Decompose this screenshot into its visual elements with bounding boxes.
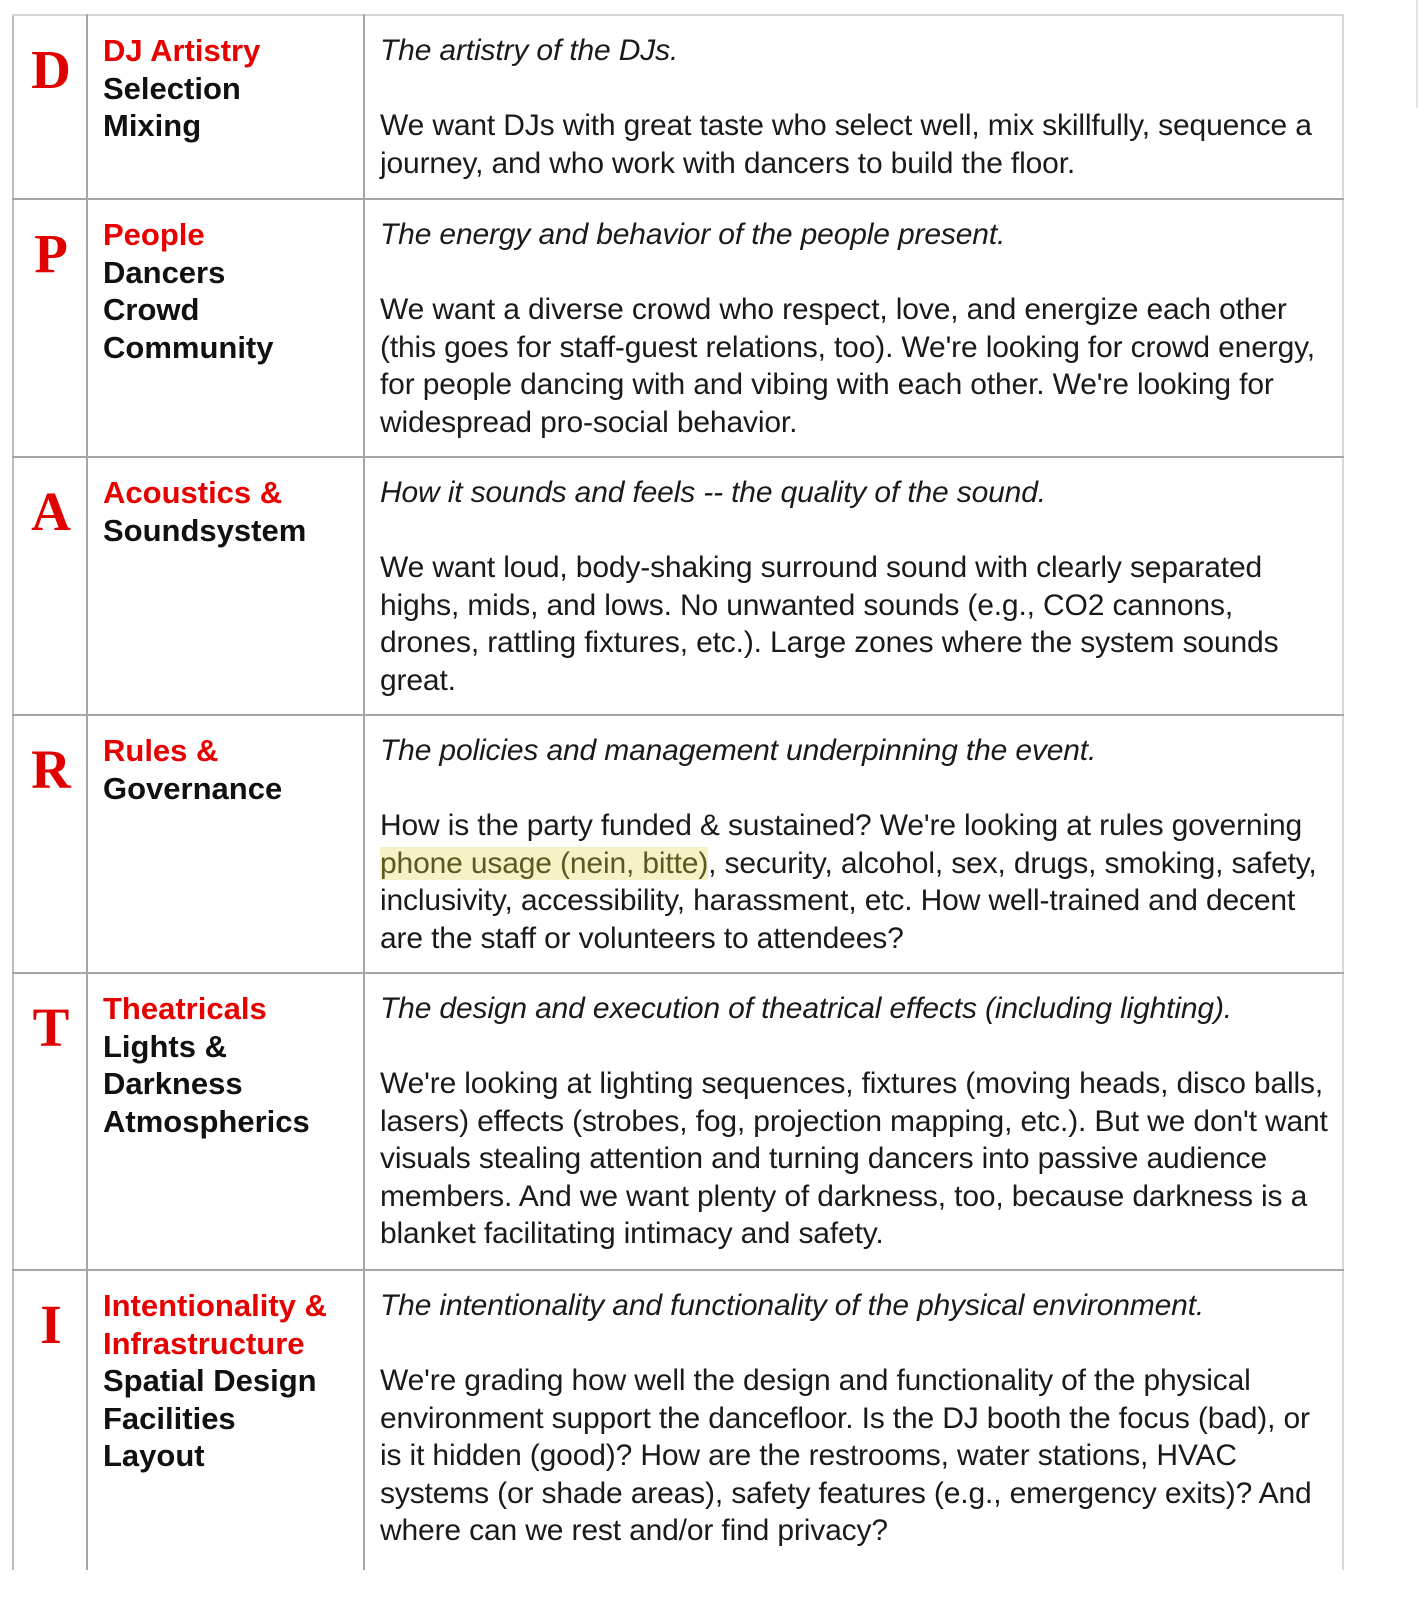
description-cell [364, 199, 1343, 457]
category-title: Intentionality & Infrastructure [103, 1288, 327, 1361]
category-sub: Layout [103, 1438, 205, 1473]
description-summary: The design and execution of theatrical effects (including lighting). [380, 992, 1232, 1025]
letter-cell [13, 199, 87, 457]
description-detail [380, 807, 1332, 957]
category-sub: Facilities [103, 1400, 236, 1436]
row-letter: T [32, 997, 70, 1058]
description-detail: We want a diverse crowd who respect, love, and energize each other (this goes for staff-guest relations, too). We're looking for crowd energy, for people dancing with and vibing with each other. We're looking for widespread pro-social behavior. [380, 293, 1315, 439]
rubric-row-d [13, 15, 1343, 199]
row-letter: R [31, 739, 71, 800]
detail-text: How is the party funded & sustained? We're looking at rules governing [380, 809, 1303, 842]
detail-text: , security, alcohol, sex, drugs, smoking, safety, inclusivity, accessibility, harassment, etc. How well-trained and decent are the staff or volunteers to attendees? [380, 846, 1317, 955]
category-sub: Darkness [103, 1066, 243, 1101]
row-letter: A [31, 481, 71, 542]
description-cell [364, 1270, 1343, 1570]
description-detail: We want loud, body-shaking surround sound with clearly separated highs, mids, and lows. No unwanted sounds (e.g., CO2 cannons, drones, rattling fixtures, etc.). Large zones where the system sounds great. [380, 551, 1279, 697]
page-edge [1416, 0, 1418, 108]
letter-cell [13, 973, 87, 1270]
letter-cell [13, 15, 87, 199]
description-summary: The artistry of the DJs. [380, 34, 679, 67]
row-letter: P [34, 223, 68, 284]
category-cell [87, 457, 364, 715]
category-cell [87, 15, 364, 199]
category-title: People [103, 217, 205, 252]
category-title: Acoustics & [103, 475, 283, 510]
description-detail: We're grading how well the design and functionality of the physical environment support the dancefloor. Is the DJ booth the focus (bad), or is it hidden (good)? How are the restrooms, water stations, HVAC systems (or shade areas), safety features (e.g., emergency exits)? And where can we rest and/or find privacy? [380, 1364, 1312, 1547]
rubric-table [12, 14, 1344, 1570]
category-sub: Governance [103, 770, 283, 806]
category-sub: Crowd [103, 292, 200, 327]
category-cell [87, 973, 364, 1270]
category-sub: Spatial Design [103, 1363, 317, 1398]
rubric-row-r [13, 715, 1343, 973]
row-letter: I [40, 1294, 62, 1355]
category-sub: Atmospherics [103, 1103, 310, 1139]
description-cell [364, 15, 1343, 199]
description-detail: We're looking at lighting sequences, fixtures (moving heads, disco balls, lasers) effects (strobes, fog, projection mapping, etc.). But we don't want visuals stealing attention and turning dancers into passive audience members. And we want plenty of darkness, too, because darkness is a blanket facilitating intimacy and safety. [380, 1067, 1328, 1250]
category-title: DJ Artistry [103, 33, 261, 68]
category-sub: Dancers [103, 254, 226, 290]
category-cell [87, 199, 364, 457]
category-cell [87, 715, 364, 973]
letter-cell [13, 715, 87, 973]
category-sub: Community [103, 329, 274, 365]
description-cell [364, 973, 1343, 1270]
description-detail: We want DJs with great taste who select well, mix skillfully, sequence a journey, and who work with dancers to build the floor. [380, 109, 1312, 180]
description-cell [364, 715, 1343, 973]
letter-cell [13, 457, 87, 715]
category-sub: Soundsystem [103, 512, 307, 548]
description-summary: The intentionality and functionality of the physical environment. [380, 1289, 1205, 1322]
rubric-row-a [13, 457, 1343, 715]
category-title: Theatricals [103, 991, 267, 1026]
category-cell [87, 1270, 364, 1570]
category-sub: Mixing [103, 108, 202, 143]
description-summary: The policies and management underpinning the event. [380, 734, 1097, 767]
category-sub: Lights & [103, 1028, 227, 1064]
rubric-row-p [13, 199, 1343, 457]
rubric-row-i [13, 1270, 1343, 1570]
description-summary: How it sounds and feels -- the quality of the sound. [380, 476, 1046, 509]
description-summary: The energy and behavior of the people present. [380, 218, 1006, 251]
category-sub: Selection [103, 70, 241, 106]
rubric-row-t [13, 973, 1343, 1270]
letter-cell [13, 1270, 87, 1570]
description-cell [364, 457, 1343, 715]
row-letter: D [31, 39, 71, 100]
category-title: Rules & [103, 733, 219, 768]
highlighted-text: phone usage (nein, bitte) [380, 846, 709, 880]
